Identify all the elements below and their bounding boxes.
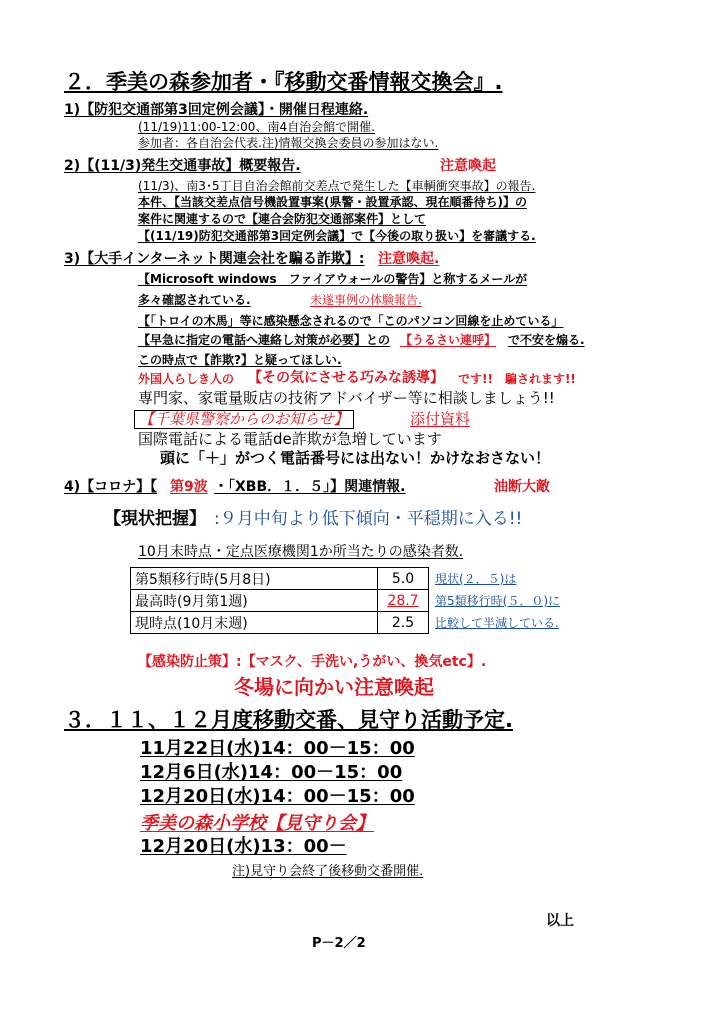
item2-line: (11/3)、南3･5丁目自治会館前交差点で発生した【車輌衝突事故】の報告. [138, 179, 536, 193]
row-note: 現状(２．５)は [435, 572, 517, 586]
item3-line: 【「トロイの木馬」等に感染懸念されるので「このパソコン回線を止めている」 [138, 314, 564, 328]
row-label: 最高時(9月第1週) [131, 590, 378, 612]
winter-alert: 冬場に向かい注意喚起 [234, 675, 434, 699]
item2-line: 案件に関連するので【連合会防犯交通部案件】として [138, 212, 427, 226]
item4-heading-post: ・「XBB．１．５」】関連情報. [214, 479, 406, 495]
row-label: 現時点(10月末週) [131, 612, 378, 634]
row-note: 第5類移行時(５．０)に [435, 594, 560, 608]
row-label: 第5類移行時(5月8日) [131, 568, 378, 590]
row-value-peak: 28.7 [378, 590, 429, 612]
item3-line: 多々確認されている. [138, 293, 251, 307]
item3-warning-pre: 外国人らしき人の [138, 372, 235, 386]
item3-line: 【Microsoft windows ファイアウォールの警告】と称するメールが [138, 272, 528, 286]
closing: 以上 [546, 913, 574, 929]
page-number: P－2／2 [312, 936, 366, 951]
item4-status-text: :９月中旬より低下傾向・平穏期に入る!! [214, 509, 523, 529]
infection-table [130, 567, 600, 634]
item3-line: で不安を煽る. [508, 333, 585, 347]
item3-alert: 注意喚起. [378, 251, 440, 267]
row-value: 5.0 [378, 568, 429, 590]
section2-title: ２．季美の森参加者・『移動交番情報交換会』. [64, 70, 503, 94]
item4-table-caption: 10月末時点・定点医療機関1か所当たりの感染者数. [138, 544, 464, 560]
table-row [131, 568, 600, 590]
section3-note: 注)見守り会終了後移動交番開催. [232, 864, 424, 879]
schedule-item: 12月20日(水)14：00－15：00 [140, 786, 415, 807]
item3-plus-warning: 頭に「＋」がつく電話番号には出ない！かけなおさない！ [160, 449, 551, 467]
item3-noisy-call: 【うるさい連呼】 [400, 333, 497, 347]
item3-warning-emph: 【その気にさせる巧みな誘導】 [248, 370, 444, 386]
item4-wave: 第9波 [170, 479, 208, 495]
item4-heading-pre: 4)【コロナ】【 [64, 479, 158, 495]
schedule-item: 11月22日(水)14：00－15：00 [140, 738, 415, 759]
item2-alert: 注意喚起 [440, 158, 496, 174]
item4-status-label: 【現状把握】 [104, 509, 206, 529]
item2-line: 本件、【当該交差点信号機設置事案(県警・設置承認、現在順番待ち)】の [138, 195, 527, 209]
item4-alert: 油断大敵 [494, 479, 550, 495]
section3-title: ３．１１、１２月度移動交番、見守り活動予定. [64, 708, 513, 732]
watch-date: 12月20日(水)13：00－ [140, 836, 347, 857]
schedule-item: 12月6日(水)14：00－15：00 [140, 762, 403, 783]
watch-title: 季美の森小学校【見守り会】 [140, 813, 374, 834]
item2-line: 【(11/19)防犯交通部第3回定例会議】で【今後の取り扱い】を審議する. [138, 229, 536, 243]
item2-heading: 2)【(11/3)発生交通事故】概要報告. [64, 158, 301, 174]
item1-line: 参加者：各自治会代表.注)情報交換会委員の参加はない. [138, 136, 439, 150]
table-row [131, 612, 600, 634]
item3-intl-call: 国際電話による電話de詐欺が急増しています [138, 430, 442, 448]
item3-trial-report: 未遂事例の体験報告. [310, 293, 422, 307]
table-row [131, 590, 600, 612]
row-value: 2.5 [378, 612, 429, 634]
item3-advice: 専門家、家電量販店の技術アドバイザー等に相談しましょう!! [138, 389, 555, 407]
prevention-measures: 【感染防止策】:【マスク、手洗い,うがい、換気etc】. [138, 654, 487, 670]
item3-attachment: 添付資料 [410, 410, 471, 428]
item3-heading: 3)【大手インターネット関連会社を騙る詐欺】: [64, 251, 365, 267]
item3-line: この時点で【詐欺?】と疑ってほしい. [138, 353, 342, 367]
item3-police-notice: 【千葉県警察からのお知らせ】 [134, 410, 354, 429]
item3-line: 【早急に指定の電話へ連絡し対策が必要】との [138, 333, 391, 347]
item1-heading: 1)【防犯交通部第3回定例会議】・開催日程連絡. [64, 102, 369, 118]
item1-line: (11/19)11:00-12:00、南4自治会館で開催. [138, 120, 375, 134]
row-note: 比較して半減している. [435, 616, 559, 630]
item3-warning-post: です!! 騙されます!! [458, 372, 576, 386]
